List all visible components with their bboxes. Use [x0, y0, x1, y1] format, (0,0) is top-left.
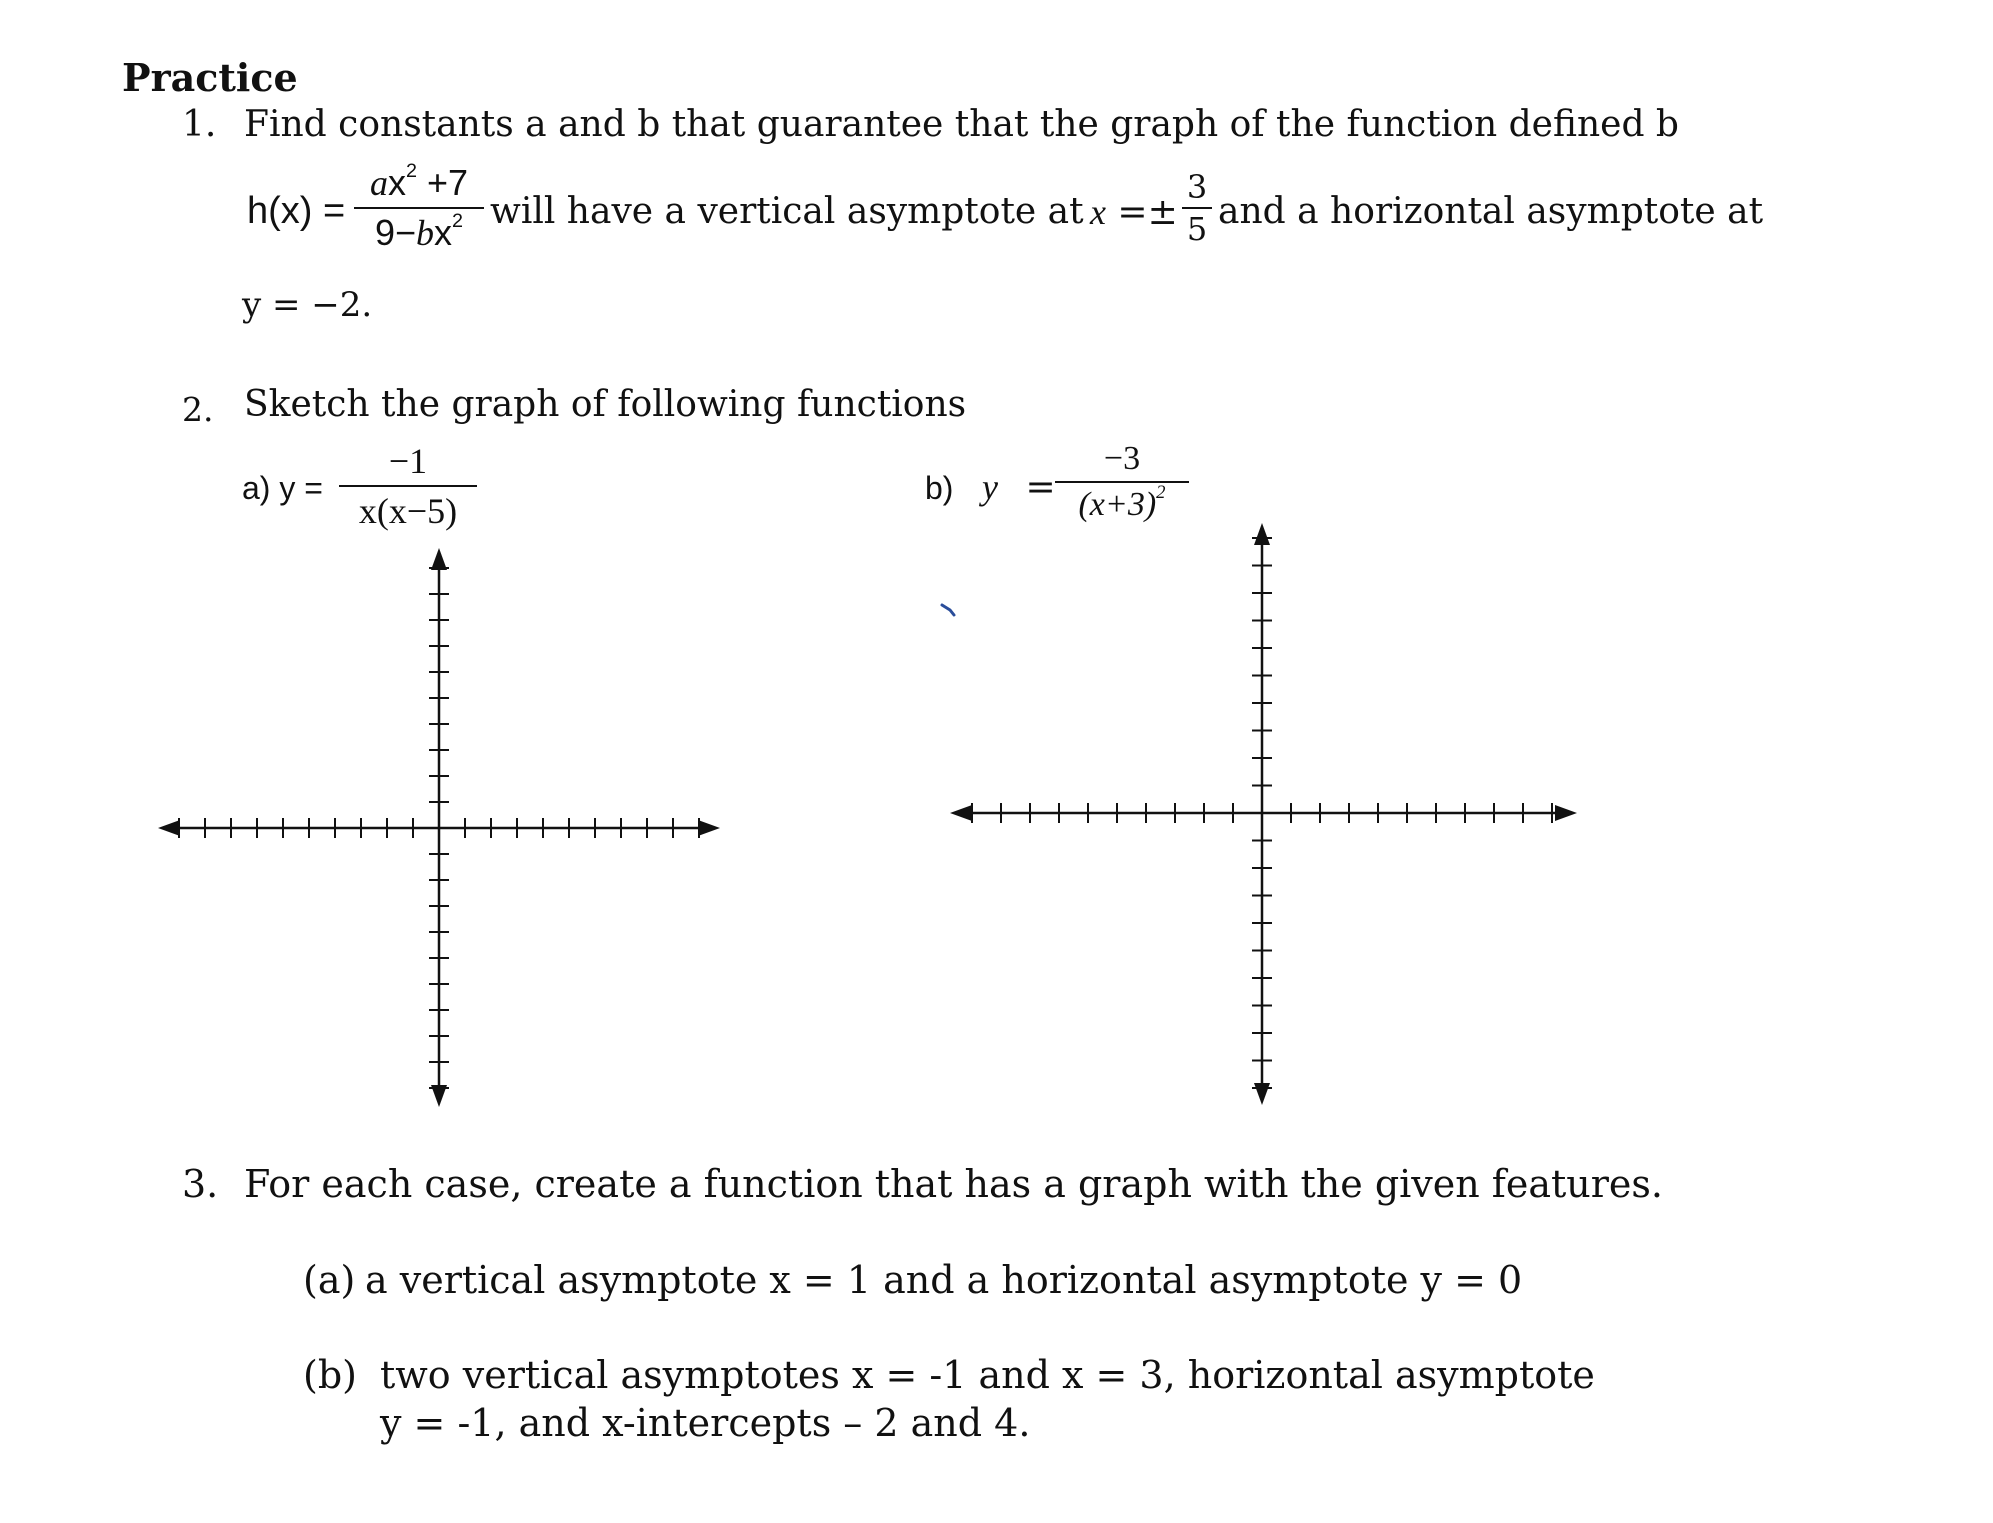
y-axis-arrow-up	[1254, 523, 1270, 545]
q2-text: Sketch the graph of following functions	[244, 384, 967, 425]
x-axis-arrow-right	[698, 820, 720, 836]
q3a-text: a vertical asymptote x = 1 and a horizontal asymptote y = 0	[365, 1258, 1523, 1302]
x-axis-arrow-left	[950, 805, 972, 821]
q2b-den-exp: 2	[1156, 482, 1166, 504]
y-axis-arrow-down	[1254, 1083, 1270, 1105]
q2a-den: x(x−5)	[358, 491, 458, 531]
y-axis-arrow-up	[431, 548, 447, 570]
graph-b-axes[interactable]	[945, 515, 1585, 1115]
q1-number: 1.	[182, 104, 217, 145]
x-axis-arrow-right	[1555, 805, 1577, 821]
q2a-num: −1	[388, 441, 428, 481]
q1-mid-text: will have a vertical asymptote at	[490, 191, 1084, 232]
q3-text: For each case, create a function that has a graph with the given features.	[244, 1162, 1663, 1206]
q1-text: Find constants a and b that guarantee that the graph of the function defined b	[244, 104, 1679, 145]
q2b-den-base: (x+3)	[1078, 486, 1157, 523]
q1-ha-line: y = −2.	[242, 285, 373, 325]
q1-den-exp: 2	[452, 210, 464, 233]
q2a-fraction	[339, 440, 477, 532]
q1-fraction-bar	[354, 207, 484, 209]
q1-coef-b: b	[416, 213, 435, 253]
q1-tail-text: and a horizontal asymptote at	[1218, 191, 1764, 232]
q1-den-lead: 9−	[374, 212, 417, 253]
q1-coef-a: a	[369, 163, 388, 203]
q2a-label: a) y =	[242, 470, 323, 506]
q3a-label: (a)	[303, 1258, 356, 1302]
q1-va-num: 3	[1186, 168, 1208, 206]
q1-num-x: x	[387, 162, 406, 203]
q2b-fraction	[1055, 440, 1189, 524]
q1-num-exp: 2	[405, 160, 417, 183]
q1-va-eq: =±	[1105, 192, 1178, 233]
q1-va-expr	[1090, 191, 1178, 233]
q3b-line2: y = -1, and x-intercepts – 2 and 4.	[380, 1401, 1031, 1445]
q1-va-den: 5	[1186, 210, 1208, 248]
q2b-eq: =	[1025, 467, 1056, 508]
q1-va-fraction	[1182, 168, 1212, 248]
q3b-line1: two vertical asymptotes x = -1 and x = 3, horizontal asymptote	[380, 1353, 1595, 1397]
q2b-lhs	[982, 466, 1056, 508]
q2b-y: y	[982, 467, 998, 507]
x-axis-arrow-left	[158, 820, 180, 836]
q1-function-lhs: h(x) =	[247, 190, 346, 232]
q2b-num: −3	[1103, 440, 1141, 477]
graph-a-axes[interactable]	[150, 540, 730, 1120]
q2-number: 2.	[182, 390, 214, 429]
q1-function-fraction	[354, 162, 484, 254]
q3b-label: (b)	[303, 1353, 357, 1397]
q2b-label: b)	[925, 470, 954, 506]
q3-number: 3.	[182, 1162, 219, 1206]
q1-va-x: x	[1090, 192, 1106, 232]
page-title: Practice	[122, 55, 298, 100]
q1-num-tail: +7	[416, 162, 469, 203]
q1-den-x: x	[434, 212, 453, 253]
